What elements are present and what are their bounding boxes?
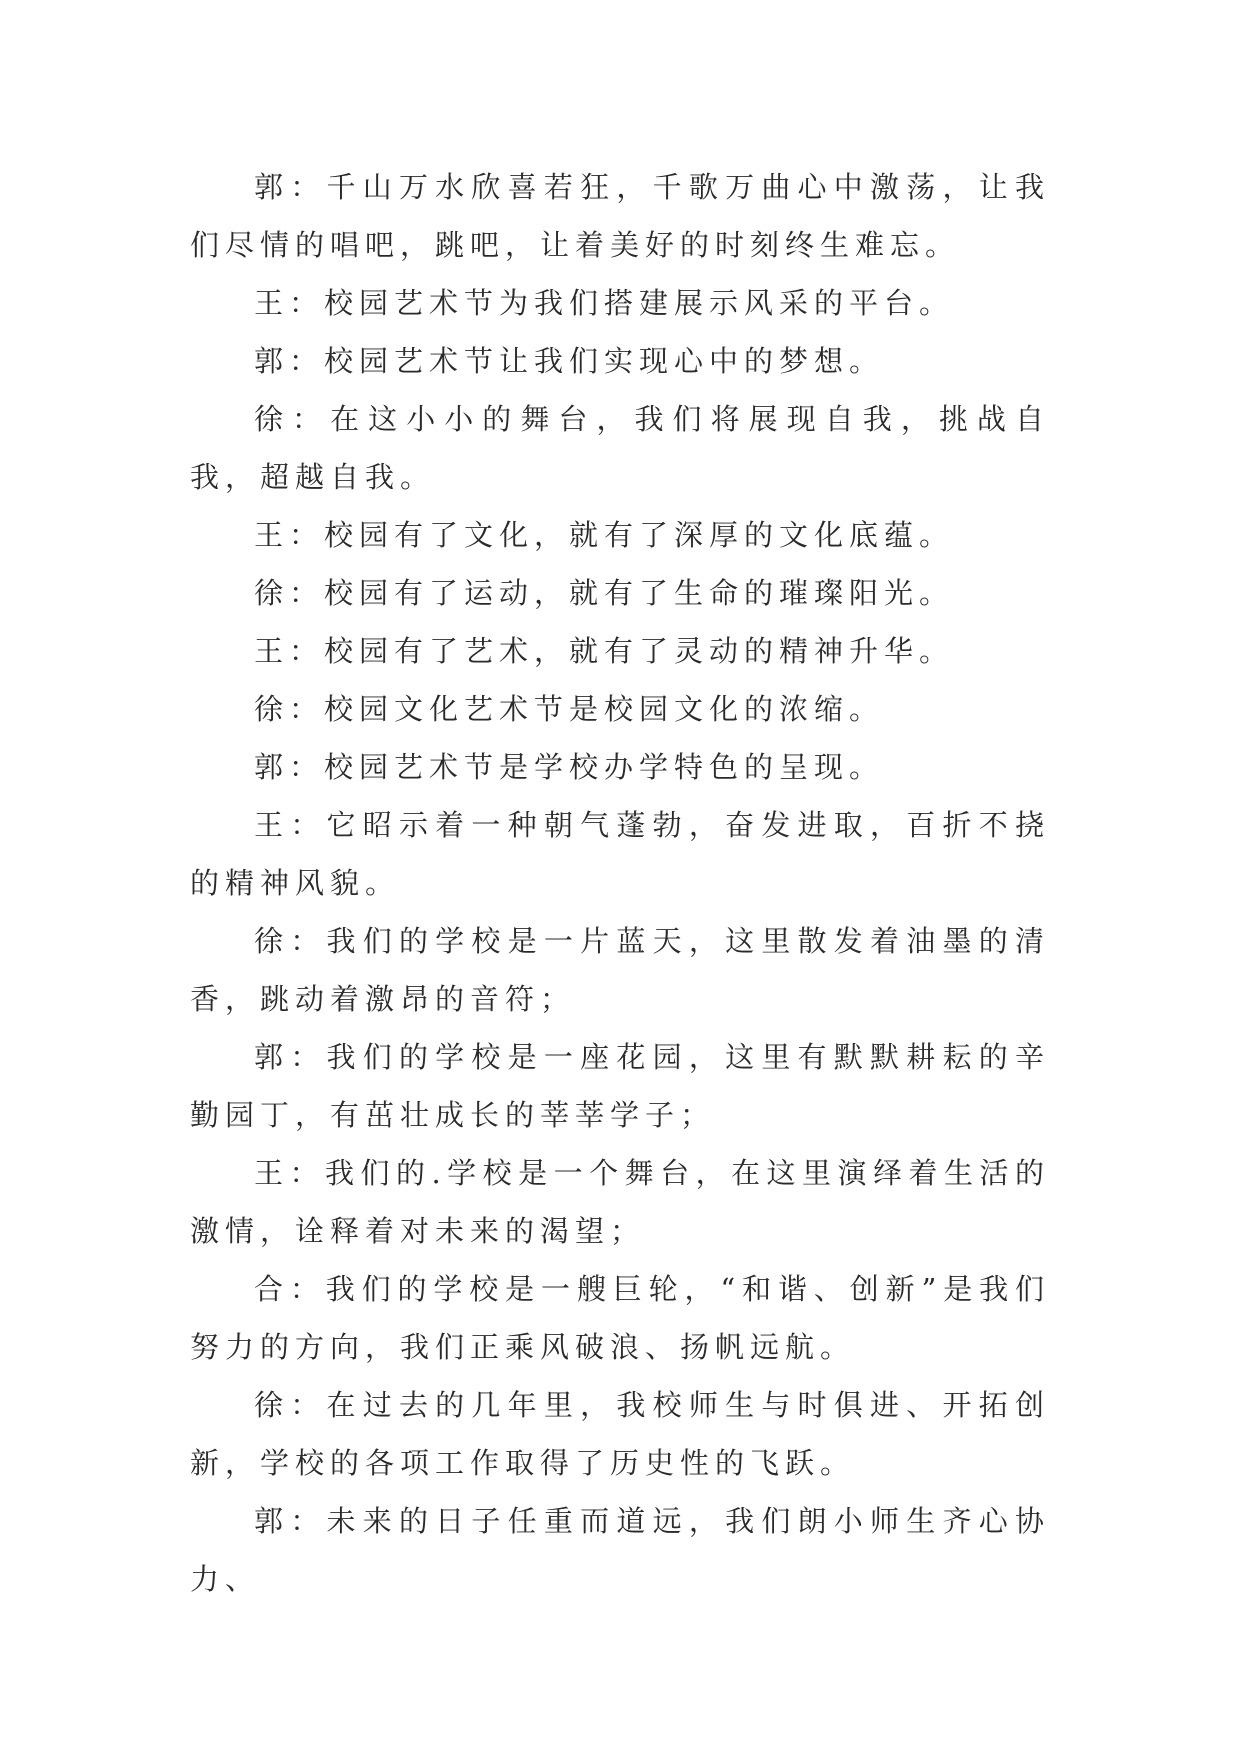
paragraph: 王：校园有了文化，就有了深厚的文化底蕴。 — [254, 518, 955, 552]
paragraph: 郭：我们的学校是一座花园，这里有默默耕耘的辛勤园丁，有茁壮成长的莘莘学子； — [190, 1040, 1050, 1132]
paragraph: 郭：校园艺术节是学校办学特色的呈现。 — [254, 750, 885, 784]
paragraph: 郭：校园艺术节让我们实现心中的梦想。 — [254, 344, 885, 378]
paragraph: 郭：千山万水欣喜若狂，千歌万曲心中激荡，让我们尽情的唱吧，跳吧，让着美好的时刻终生难忘。 — [190, 170, 1050, 262]
paragraph: 徐：我们的学校是一片蓝天，这里散发着油墨的清香，跳动着激昂的音符； — [190, 924, 1050, 1016]
paragraph: 徐：校园文化艺术节是校园文化的浓缩。 — [254, 692, 885, 726]
paragraph: 徐：在过去的几年里，我校师生与时俱进、开拓创新，学校的各项工作取得了历史性的飞跃。 — [190, 1388, 1050, 1480]
paragraph: 王：它昭示着一种朝气蓬勃，奋发进取，百折不挠的精神风貌。 — [190, 808, 1050, 900]
paragraph: 徐：校园有了运动，就有了生命的璀璨阳光。 — [254, 576, 955, 610]
document-body — [190, 158, 1050, 1608]
paragraph: 徐：在这小小的舞台，我们将展现自我，挑战自我，超越自我。 — [190, 402, 1050, 494]
paragraph: 郭：未来的日子任重而道远，我们朗小师生齐心协力、 — [190, 1504, 1050, 1596]
paragraph: 王：校园艺术节为我们搭建展示风采的平台。 — [254, 286, 955, 320]
paragraph: 合：我们的学校是一艘巨轮，“和谐、创新”是我们努力的方向，我们正乘风破浪、扬帆远航。 — [190, 1272, 1050, 1364]
paragraph: 王：我们的.学校是一个舞台，在这里演绎着生活的激情，诠释着对未来的渴望； — [190, 1156, 1050, 1248]
paragraph: 王：校园有了艺术，就有了灵动的精神升华。 — [254, 634, 955, 668]
